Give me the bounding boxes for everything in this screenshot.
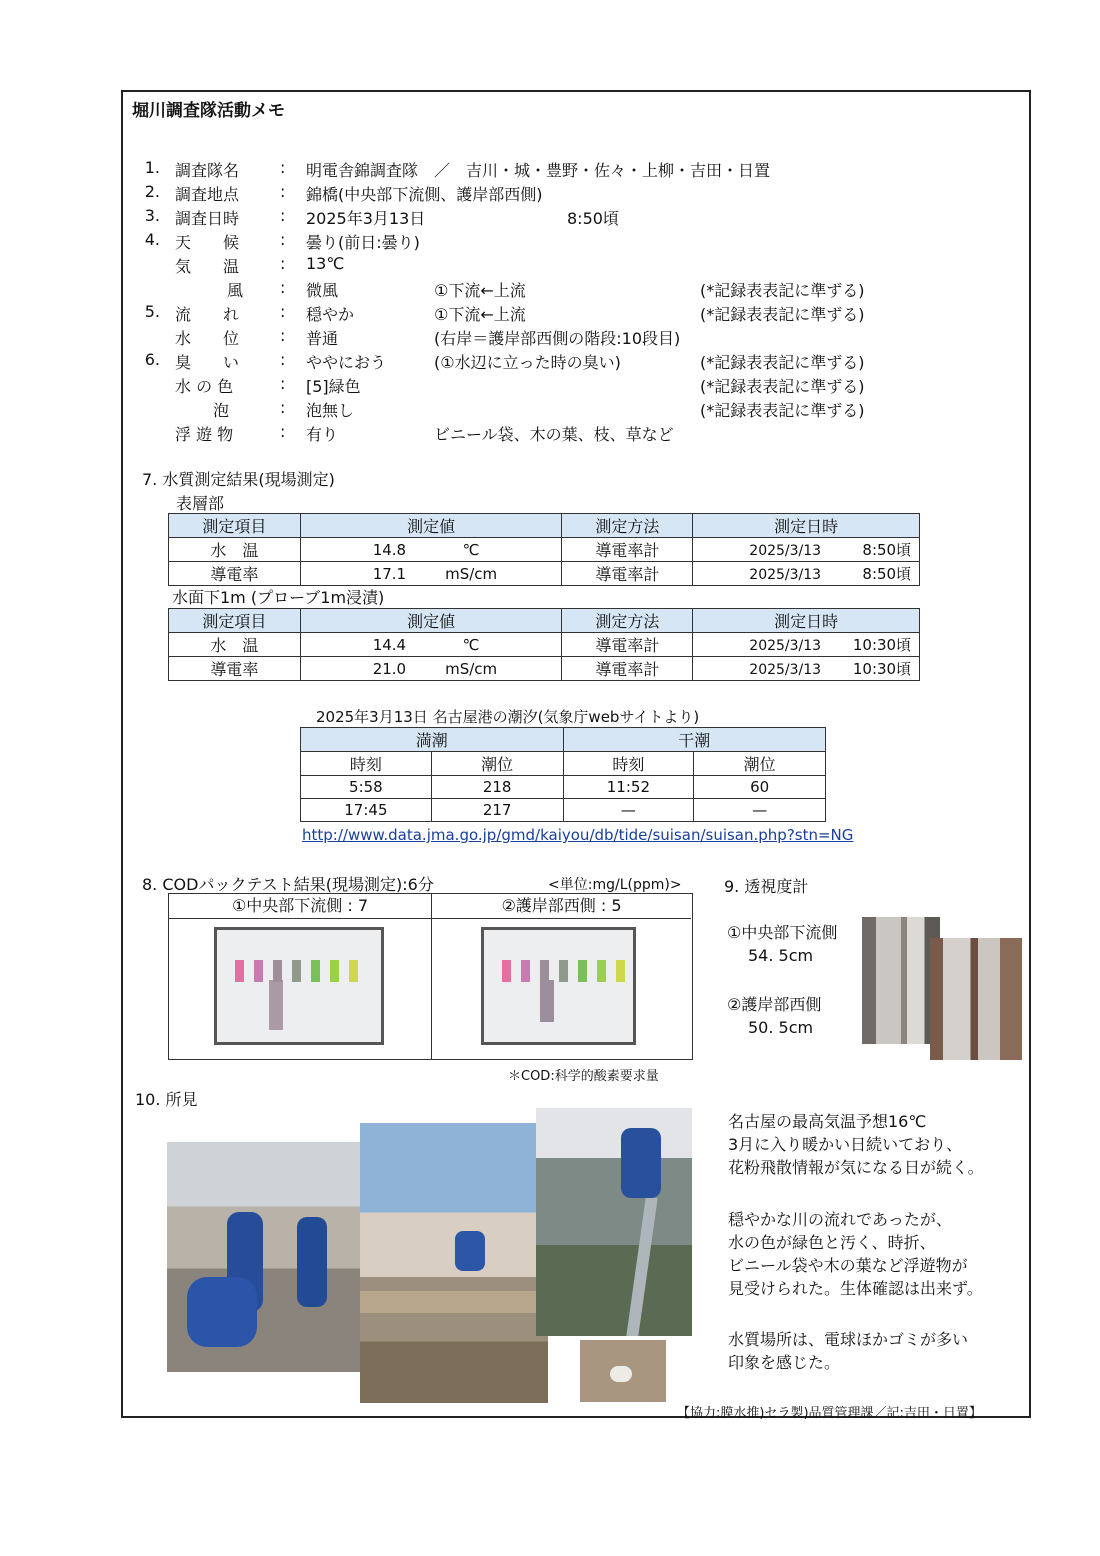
item-colon: : bbox=[280, 422, 286, 441]
survey-photo-debris bbox=[580, 1340, 666, 1402]
item-value: ややにおう bbox=[306, 353, 387, 372]
section8-heading: 8. CODパックテスト結果(現場測定):6分 bbox=[142, 875, 434, 894]
item-note: (*記録表表記に準ずる) bbox=[700, 377, 865, 396]
table-row: 水 温 14.4 ℃ 導電率計 2025/3/13 10:30頃 bbox=[169, 633, 920, 657]
findings-line: ビニール袋や木の葉など浮遊物が bbox=[728, 1256, 968, 1275]
page-title: 堀川調査隊活動メモ bbox=[132, 101, 285, 121]
findings-line: 名古屋の最高気温予想16℃ bbox=[728, 1112, 927, 1131]
cod-photo-left bbox=[214, 927, 384, 1045]
table-row: 17:45 217 — — bbox=[301, 799, 826, 822]
tide-caption: 2025年3月13日 名古屋港の潮汐(気象庁webサイトより) bbox=[316, 708, 700, 726]
cod-left-label: ①中央部下流側 : 7 bbox=[169, 894, 431, 919]
item-colon: : bbox=[280, 398, 286, 417]
survey-photo-bridge bbox=[360, 1123, 548, 1403]
item-value: 2025年3月13日 bbox=[306, 209, 426, 228]
table-row: 導電率 17.1 mS/cm 導電率計 2025/3/13 8:50頃 bbox=[169, 562, 920, 586]
item-colon: : bbox=[280, 206, 286, 225]
item-number: 6. bbox=[144, 350, 160, 369]
surface-table bbox=[168, 513, 920, 586]
item-number: 1. bbox=[144, 158, 160, 177]
col-header-value: 測定値 bbox=[300, 514, 562, 538]
footer-credit: 【協力:膜水推)セラ製)品質管理課／記:吉田・日置】 bbox=[677, 1406, 982, 1421]
cod-color-swatch bbox=[330, 960, 339, 982]
item-extra: (①水辺に立った時の臭い) bbox=[434, 353, 621, 372]
item-number: 2. bbox=[144, 182, 160, 201]
item-label: 水 の 色 bbox=[175, 377, 234, 396]
findings-line: 花粉飛散情報が気になる日が続く。 bbox=[728, 1158, 984, 1177]
item-label: 浮 遊 物 bbox=[175, 425, 234, 444]
col-header-value: 測定値 bbox=[300, 609, 562, 633]
item-value: 13℃ bbox=[306, 254, 345, 273]
cod-color-swatch bbox=[292, 960, 301, 982]
item-label: 気 温 bbox=[175, 257, 240, 276]
cod-color-swatch bbox=[311, 960, 320, 982]
findings-line: 水質場所は、電球ほかゴミが多い bbox=[728, 1330, 969, 1349]
cod-color-swatch bbox=[578, 960, 587, 982]
findings-line: 見受けられた。生体確認は出来ず。 bbox=[728, 1279, 983, 1298]
item-colon: : bbox=[280, 278, 286, 297]
cod-color-swatch bbox=[273, 960, 282, 982]
transparency-point1-label: ①中央部下流側 bbox=[727, 923, 838, 942]
item-colon: : bbox=[280, 326, 286, 345]
item-label: 臭 い bbox=[175, 353, 240, 372]
low-tide-header: 干潮 bbox=[563, 728, 826, 752]
item-label: 泡 bbox=[213, 401, 230, 420]
cod-color-swatch bbox=[235, 960, 244, 982]
item-label: 調査日時 bbox=[175, 209, 240, 228]
high-tide-header: 満潮 bbox=[301, 728, 564, 752]
findings-line: 印象を感じた。 bbox=[728, 1353, 841, 1372]
item-label: 流 れ bbox=[175, 305, 240, 324]
section9-heading: 9. 透視度計 bbox=[724, 877, 809, 896]
item-colon: : bbox=[280, 254, 286, 273]
item-label: 風 bbox=[227, 281, 244, 300]
cod-color-swatch bbox=[597, 960, 606, 982]
item-note: (*記録表表記に準ずる) bbox=[700, 353, 865, 372]
cod-color-swatch bbox=[502, 960, 511, 982]
item-label: 天 候 bbox=[175, 233, 240, 252]
cod-unit: <単位:mg/L(ppm)> bbox=[548, 877, 682, 893]
col-header-item: 測定項目 bbox=[169, 609, 301, 633]
survey-photo-team bbox=[167, 1142, 367, 1372]
item-extra: ①下流←上流 bbox=[434, 305, 526, 324]
item-value: [5]緑色 bbox=[306, 377, 361, 396]
table-row: 導電率 21.0 mS/cm 導電率計 2025/3/13 10:30頃 bbox=[169, 657, 920, 681]
item-extra: ビニール袋、木の葉、枝、草など bbox=[434, 425, 674, 444]
cod-color-swatch bbox=[349, 960, 358, 982]
findings-line: 穏やかな川の流れであったが、 bbox=[728, 1210, 952, 1229]
transparency-tube-photo-1 bbox=[862, 917, 940, 1044]
section10-heading: 10. 所見 bbox=[135, 1090, 198, 1109]
section7-heading: 7. 水質測定結果(現場測定) bbox=[142, 470, 335, 489]
transparency-point2-value: 50. 5cm bbox=[748, 1018, 814, 1037]
item-value: 曇り(前日:曇り) bbox=[306, 233, 420, 252]
col-header-date: 測定日時 bbox=[693, 609, 920, 633]
surface-label: 表層部 bbox=[176, 494, 225, 513]
cod-color-swatch bbox=[254, 960, 263, 982]
col-header-item: 測定項目 bbox=[169, 514, 301, 538]
cod-color-swatch bbox=[540, 960, 549, 982]
cod-color-swatch bbox=[616, 960, 625, 982]
item-value: 微風 bbox=[306, 281, 339, 300]
item-note: (*記録表表記に準ずる) bbox=[700, 305, 865, 324]
item-extra: 8:50頃 bbox=[567, 209, 619, 228]
item-label: 水 位 bbox=[175, 329, 240, 348]
item-number: 4. bbox=[144, 230, 160, 249]
item-colon: : bbox=[280, 158, 286, 177]
transparency-point2-label: ②護岸部西側 bbox=[727, 995, 822, 1014]
item-colon: : bbox=[280, 182, 286, 201]
depth-table bbox=[168, 608, 920, 681]
item-colon: : bbox=[280, 374, 286, 393]
item-value: 有り bbox=[306, 425, 339, 444]
item-value: 錦橋(中央部下流側、護岸部西側) bbox=[306, 185, 543, 204]
depth-label: 水面下1m (プローブ1m浸漬) bbox=[172, 588, 385, 607]
item-value: 明電舎錦調査隊 ／ 吉川・城・豊野・佐々・上柳・吉田・日置 bbox=[306, 161, 771, 180]
cod-footnote: ＊COD:科学的酸素要求量 bbox=[508, 1069, 659, 1084]
item-note: (*記録表表記に準ずる) bbox=[700, 281, 865, 300]
survey-photo-river bbox=[536, 1108, 692, 1336]
item-extra: ①下流←上流 bbox=[434, 281, 526, 300]
item-colon: : bbox=[280, 302, 286, 321]
transparency-tube-photo-2 bbox=[930, 938, 1022, 1060]
jma-tide-link[interactable]: http://www.data.jma.go.jp/gmd/kaiyou/db/tide/suisan/suisan.php?stn=NG bbox=[302, 826, 854, 844]
item-label: 調査地点 bbox=[175, 185, 240, 204]
cod-color-swatch bbox=[521, 960, 530, 982]
item-value: 穏やか bbox=[306, 305, 355, 324]
findings-line: 3月に入り暖かい日続いており、 bbox=[728, 1135, 963, 1154]
item-number: 3. bbox=[144, 206, 160, 225]
col-header-method: 測定方法 bbox=[562, 514, 693, 538]
cod-photo-right bbox=[481, 927, 636, 1045]
cod-color-swatch bbox=[559, 960, 568, 982]
cod-right-label: ②護岸部西側 : 5 bbox=[432, 894, 691, 919]
transparency-point1-value: 54. 5cm bbox=[748, 946, 814, 965]
item-label: 調査隊名 bbox=[175, 161, 240, 180]
tide-table: 満潮 干潮 時刻 潮位 時刻 潮位 5:58 218 11:52 60 17:45 217 — — bbox=[300, 727, 826, 822]
table-row: 水 温 14.8 ℃ 導電率計 2025/3/13 8:50頃 bbox=[169, 538, 920, 562]
item-colon: : bbox=[280, 230, 286, 249]
item-colon: : bbox=[280, 350, 286, 369]
table-row: 5:58 218 11:52 60 bbox=[301, 776, 826, 799]
col-header-method: 測定方法 bbox=[562, 609, 693, 633]
item-value: 泡無し bbox=[306, 401, 355, 420]
item-extra: (右岸＝護岸部西側の階段:10段目) bbox=[434, 329, 681, 348]
item-number: 5. bbox=[144, 302, 160, 321]
item-note: (*記録表表記に準ずる) bbox=[700, 401, 865, 420]
item-value: 普通 bbox=[306, 329, 339, 348]
cod-result-box bbox=[168, 893, 693, 1060]
col-header-date: 測定日時 bbox=[693, 514, 920, 538]
findings-line: 水の色が緑色と汚く、時折、 bbox=[728, 1233, 936, 1252]
